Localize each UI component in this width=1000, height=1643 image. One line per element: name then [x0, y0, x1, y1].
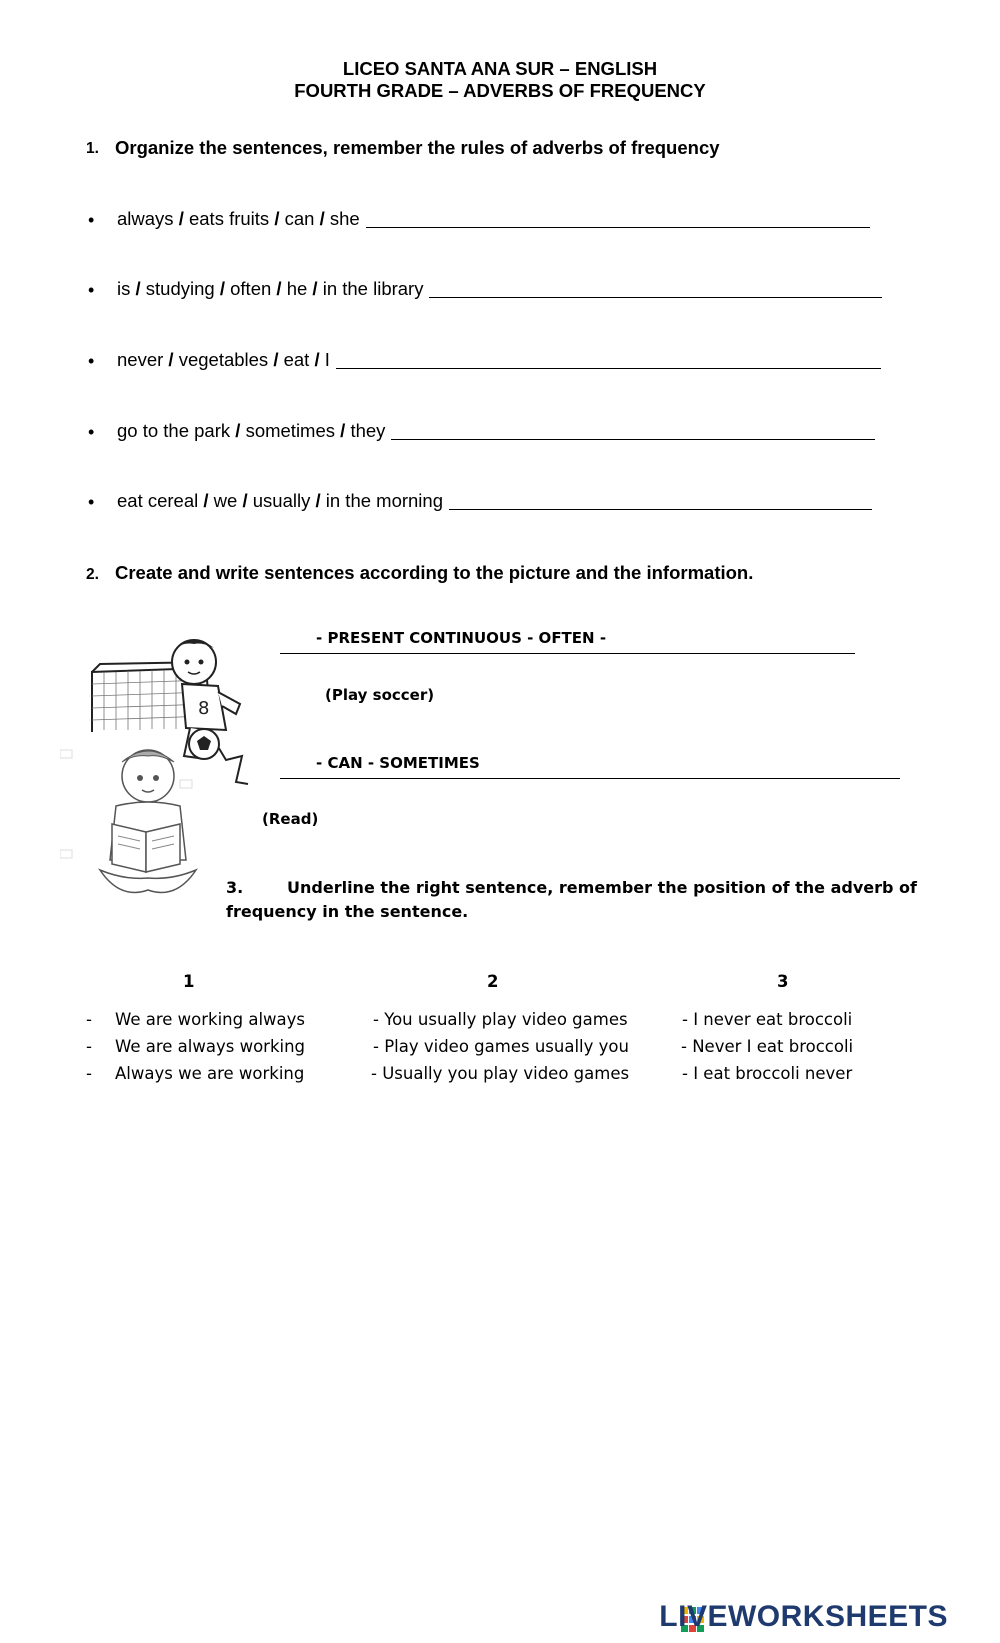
dash-marker: -	[86, 1010, 92, 1029]
sentence-word: in the library	[322, 278, 424, 299]
bullet-marker: •	[88, 351, 95, 371]
option-2-1[interactable]: - You usually play video games	[373, 1010, 628, 1029]
page-subtitle: FOURTH GRADE – ADVERBS OF FREQUENCY	[294, 80, 706, 101]
sentence-word: eats fruits	[188, 208, 270, 229]
sentence-word: in the morning	[325, 490, 443, 511]
word-separator: /	[310, 490, 326, 511]
word-separator: /	[163, 349, 179, 370]
column-header-1: 1	[183, 972, 195, 991]
hint-play-soccer: (Play soccer)	[325, 686, 435, 704]
sentence-word: he	[286, 278, 308, 299]
section1-instruction: Organize the sentences, remember the rules of adverbs of frequency	[115, 137, 720, 158]
option-2-3[interactable]: - Usually you play video games	[371, 1064, 630, 1083]
answer-blank[interactable]	[429, 297, 882, 298]
bullet-marker: •	[88, 422, 95, 442]
word-separator: /	[307, 278, 323, 299]
word-separator: /	[309, 349, 325, 370]
sentence-word: I	[324, 349, 330, 370]
option-1-1[interactable]: We are working always	[115, 1010, 306, 1029]
option-1-2[interactable]: We are always working	[115, 1037, 306, 1056]
sentence-word: usually	[252, 490, 311, 511]
section1-number: 1.	[86, 140, 99, 157]
word-separator: /	[268, 349, 284, 370]
sentence-word: can	[284, 208, 315, 229]
section2-number: 2.	[86, 566, 99, 583]
sentence-word: we	[213, 490, 238, 511]
dash-marker: -	[86, 1064, 92, 1083]
sentence-word: is	[117, 278, 131, 299]
sentence-word: go to the park	[117, 420, 231, 441]
sentence-word: never	[117, 349, 164, 370]
answer-blank[interactable]	[336, 368, 881, 369]
option-3-3[interactable]: - I eat broccoli never	[682, 1064, 853, 1083]
answer-line-1[interactable]	[280, 653, 855, 654]
prompt-can-sometimes: - CAN - SOMETIMES	[316, 754, 480, 772]
scrambled-sentence	[117, 420, 385, 442]
answer-blank[interactable]	[391, 439, 875, 440]
sentence-word: vegetables	[178, 349, 269, 370]
page-title: LICEO SANTA ANA SUR – ENGLISH	[342, 58, 658, 79]
column-header-2: 2	[487, 972, 499, 991]
word-separator: /	[237, 490, 253, 511]
word-separator: /	[173, 208, 189, 229]
section2-instruction: Create and write sentences according to the picture and the information.	[115, 562, 754, 583]
answer-blank[interactable]	[366, 227, 870, 228]
sentence-word: eat	[283, 349, 310, 370]
scrambled-sentence	[117, 349, 330, 371]
sentence-word: often	[230, 278, 272, 299]
reading-boy-illustration	[60, 740, 220, 910]
option-1-3[interactable]: Always we are working	[115, 1064, 305, 1083]
scrambled-sentence	[117, 208, 360, 230]
word-separator: /	[335, 420, 351, 441]
answer-blank[interactable]	[449, 509, 872, 510]
scrambled-sentence	[117, 490, 443, 512]
prompt-present-continuous-often: - PRESENT CONTINUOUS - OFTEN -	[316, 629, 607, 647]
sentence-word: they	[350, 420, 386, 441]
word-separator: /	[230, 420, 246, 441]
section3-instruction-line2: frequency in the sentence.	[226, 902, 469, 921]
word-separator: /	[130, 278, 146, 299]
section3-number: 3.	[226, 878, 244, 897]
option-2-2[interactable]: - Play video games usually you	[373, 1037, 629, 1056]
sentence-word: she	[329, 208, 360, 229]
word-separator: /	[198, 490, 214, 511]
word-separator: /	[269, 208, 285, 229]
option-3-2[interactable]: - Never I eat broccoli	[681, 1037, 854, 1056]
bullet-marker: •	[88, 280, 95, 300]
sentence-word: always	[117, 208, 174, 229]
scrambled-sentence	[117, 278, 423, 300]
answer-line-2[interactable]	[280, 778, 900, 779]
column-header-3: 3	[777, 972, 789, 991]
sentence-word: studying	[145, 278, 215, 299]
hint-read: (Read)	[262, 810, 319, 828]
bullet-marker: •	[88, 492, 95, 512]
dash-marker: -	[86, 1037, 92, 1056]
word-separator: /	[314, 208, 330, 229]
bullet-marker: •	[88, 210, 95, 230]
word-separator: /	[214, 278, 231, 299]
liveworksheets-logo: LIVEWORKSHEETS	[659, 1600, 948, 1633]
sentence-word: eat cereal	[117, 490, 199, 511]
option-3-1[interactable]: - I never eat broccoli	[682, 1010, 853, 1029]
word-separator: /	[271, 278, 287, 299]
svg-text:8: 8	[198, 698, 210, 719]
sentence-word: sometimes	[245, 420, 336, 441]
section3-instruction-line1: Underline the right sentence, remember the position of the adverb of	[287, 878, 917, 897]
